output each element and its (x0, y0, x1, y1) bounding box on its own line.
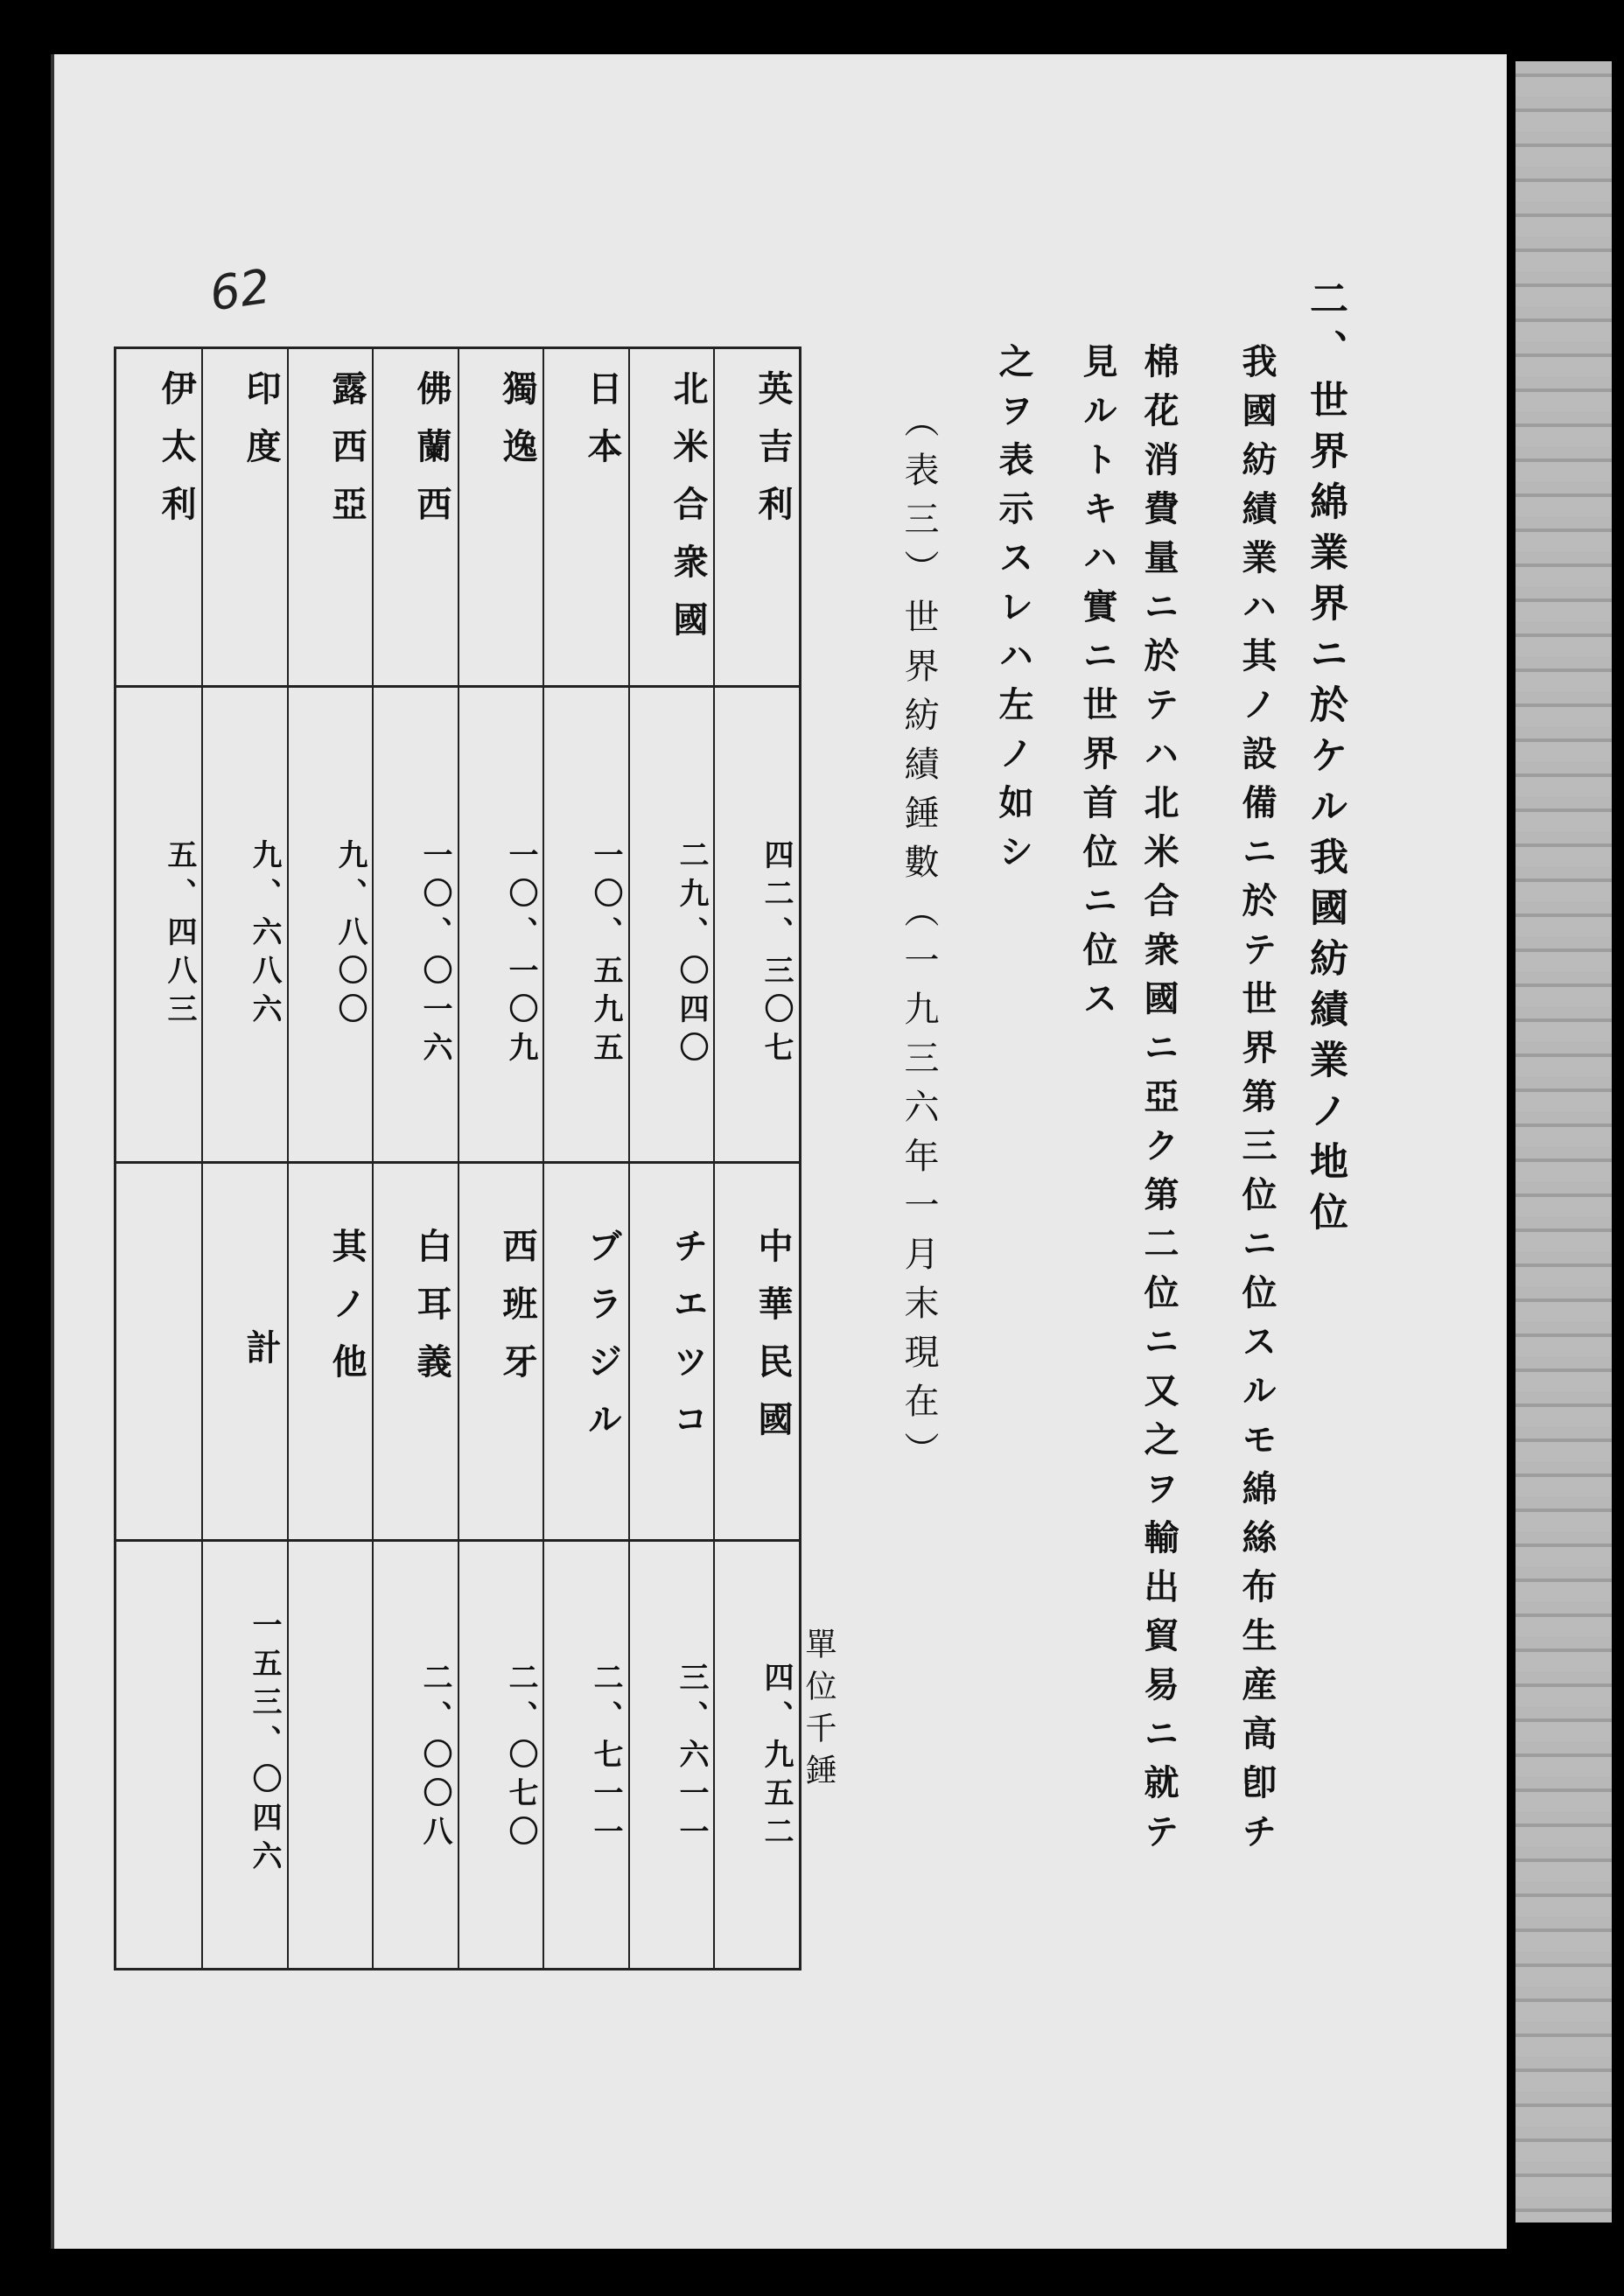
table-caption: （表三）世界紡績錘數（一九三六年一月末現在） (899, 402, 939, 1480)
spindle-value: 一〇、一〇九 (503, 839, 538, 1070)
adjacent-page-edge (1516, 61, 1612, 2222)
total-label: 計 (241, 1329, 282, 1387)
country-name: ブラジル (582, 1228, 623, 1459)
page-number: 62 (206, 258, 274, 322)
country-name: 其ノ他 (326, 1228, 368, 1401)
spindle-value: 二、〇七〇 (503, 1662, 538, 1854)
country-name: 日本 (582, 370, 623, 486)
table-unit: 單位千錘 (801, 1628, 836, 1796)
country-name: 佛蘭西 (411, 370, 452, 543)
section-heading: 二、世界綿業界ニ於ケル我國紡績業ノ地位 (1303, 278, 1348, 1242)
country-name: 印度 (241, 370, 282, 486)
spindle-value: 一〇、五九五 (588, 839, 623, 1070)
column-divider (287, 349, 289, 1968)
spindle-value: 五、四八三 (162, 839, 197, 1032)
country-name: 西班牙 (497, 1228, 538, 1401)
spindle-value: 二、七一一 (588, 1662, 623, 1854)
spindle-value: 三、六一一 (674, 1662, 709, 1854)
spindle-value: 九、六八六 (247, 839, 282, 1032)
spindle-value: 二、〇〇八 (417, 1662, 452, 1854)
country-name: 英吉利 (752, 370, 794, 543)
spindle-value: 四二、三〇七 (759, 839, 794, 1070)
country-name: チエツコ (668, 1228, 709, 1459)
total-value: 一五三、〇四六 (247, 1609, 282, 1879)
country-name: 中華民國 (752, 1228, 794, 1459)
spindle-value: 九、八〇〇 (332, 839, 368, 1032)
spindle-value: 一〇、〇一六 (417, 839, 452, 1070)
country-name: 露西亞 (326, 370, 368, 543)
body-line-2: 棉花消費量ニ於テハ北米合衆國ニ亞ク第二位ニ又之ヲ輸出貿易ニ就テ (1138, 343, 1180, 1862)
spindle-value: 四、九五二 (759, 1662, 794, 1854)
country-name: 白耳義 (411, 1228, 452, 1401)
body-line-4: 之ヲ表示スレハ左ノ如シ (993, 343, 1034, 882)
country-name: 北米合衆國 (668, 370, 709, 659)
country-name: 獨逸 (497, 370, 538, 486)
spindle-value: 二九、〇四〇 (674, 839, 709, 1070)
body-line-1: 我國紡績業ハ其ノ設備ニ於テ世界第三位ニ位スルモ綿絲布生産高卽チ (1236, 343, 1278, 1862)
spindle-table (114, 346, 802, 1970)
body-line-3: 見ルトキハ實ニ世界首位ニ位ス (1077, 343, 1118, 1029)
country-name: 伊太利 (156, 370, 197, 543)
